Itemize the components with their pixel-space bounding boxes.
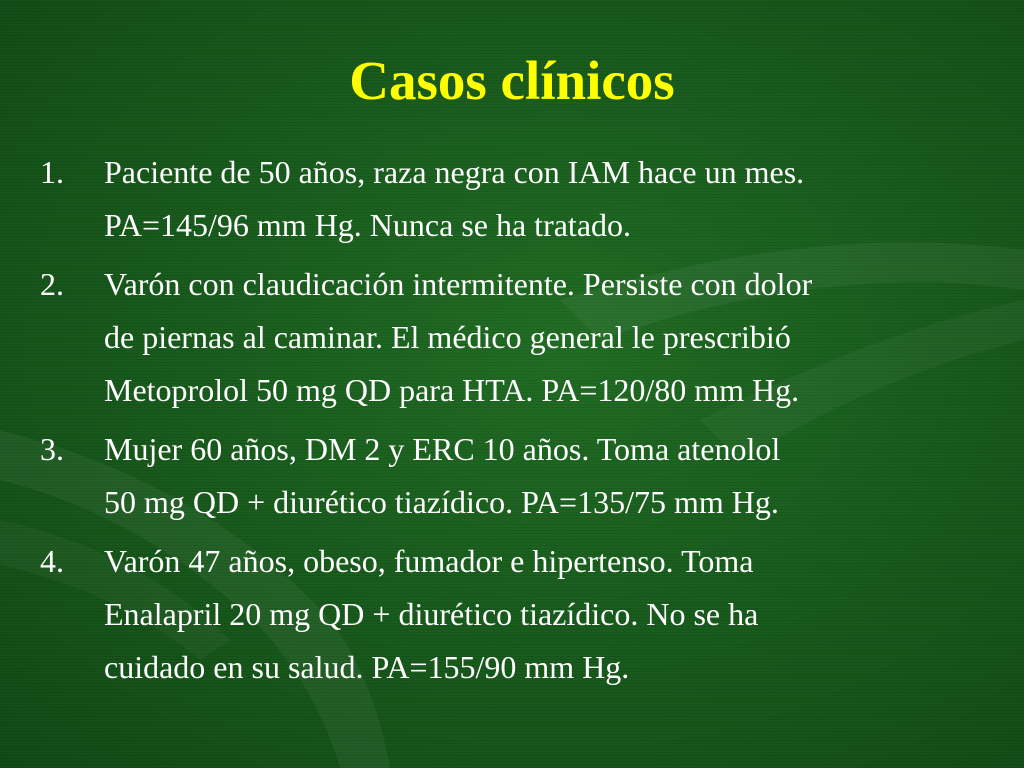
case-text-line: Mujer 60 años, DM 2 y ERC 10 años. Toma atenolol xyxy=(104,431,781,467)
list-item-case-4 xyxy=(40,535,990,694)
case-text-line: de piernas al caminar. El médico general le prescribió xyxy=(104,319,791,355)
case-text-line: Varón con claudicación intermitente. Persiste con dolor xyxy=(104,266,813,302)
list-item-case-1 xyxy=(40,146,990,252)
case-number: 3. xyxy=(40,431,64,467)
case-number: 4. xyxy=(40,543,64,579)
case-text-line: cuidado en su salud. PA=155/90 mm Hg. xyxy=(104,649,630,685)
case-text-line: Paciente de 50 años, raza negra con IAM hace un mes. xyxy=(104,154,805,190)
case-text-line: PA=145/96 mm Hg. Nunca se ha tratado. xyxy=(104,207,632,243)
list-item-case-3 xyxy=(40,423,990,529)
case-number: 2. xyxy=(40,266,64,302)
case-list xyxy=(40,146,990,700)
case-text-line: Varón 47 años, obeso, fumador e hipertenso. Toma xyxy=(104,543,754,579)
case-text-line: Metoprolol 50 mg QD para HTA. PA=120/80 mm Hg. xyxy=(104,372,800,408)
case-text-line: 50 mg QD + diurético tiazídico. PA=135/75 mm Hg. xyxy=(104,484,779,520)
case-text-line: Enalapril 20 mg QD + diurético tiazídico. No se ha xyxy=(104,596,759,632)
case-number: 1. xyxy=(40,154,64,190)
slide-title: Casos clínicos xyxy=(349,50,675,111)
list-item-case-2 xyxy=(40,258,990,417)
